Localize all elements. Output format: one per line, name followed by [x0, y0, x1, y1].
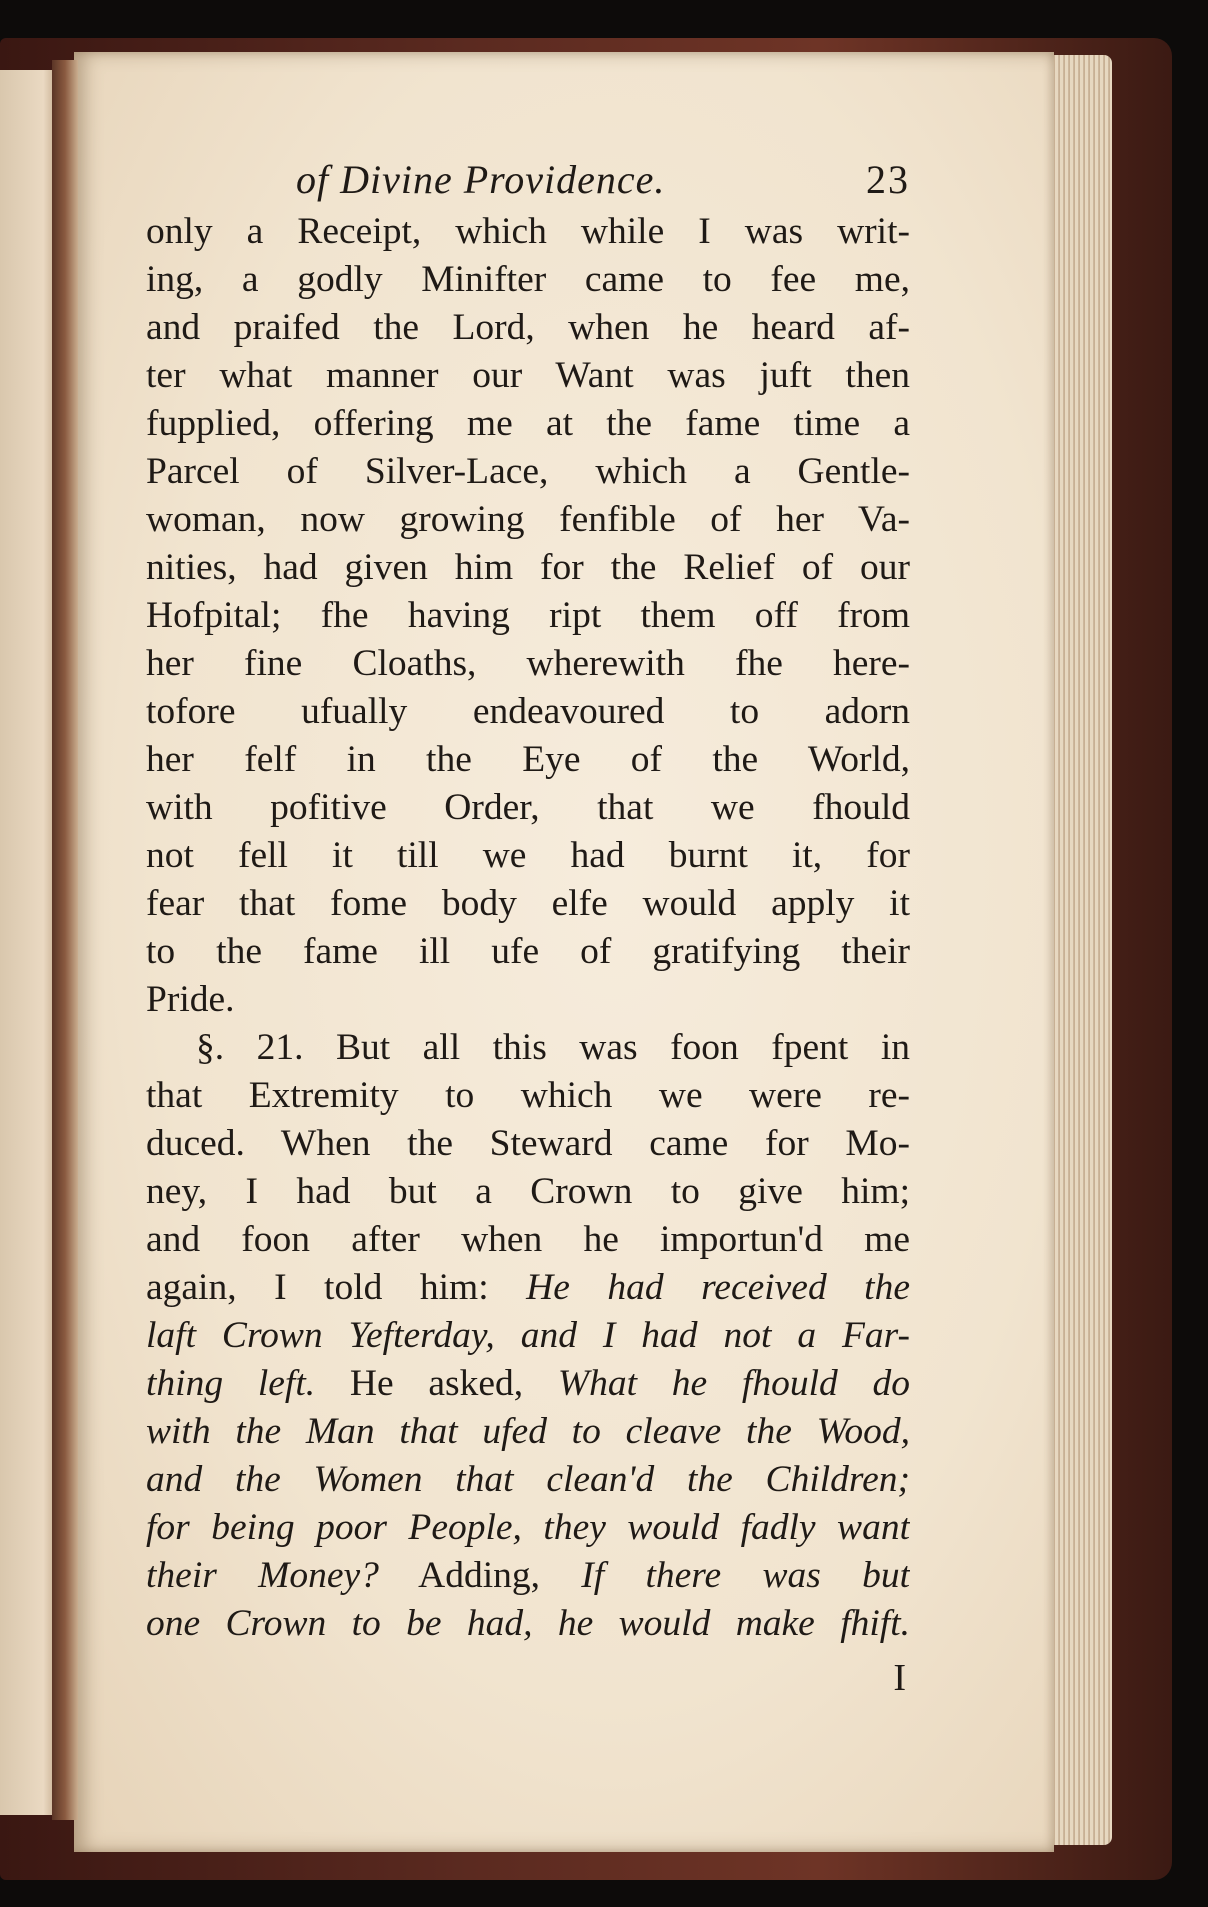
text-line: ter what manner our Want was juft then [146, 355, 910, 396]
text-italic: What he fhould do [557, 1363, 910, 1404]
page-text [146, 152, 910, 1708]
paragraph-2 [146, 1024, 910, 1648]
paragraph-1 [146, 208, 910, 1024]
book-gutter [52, 60, 78, 1820]
text-line: and the Women that clean'd the Children; [146, 1459, 910, 1500]
text-line: Parcel of Silver-Lace, which a Gentle- [146, 451, 910, 492]
text-italic: He had received the [526, 1267, 910, 1308]
text-line: laft Crown Yefterday, and I had not a Far- [146, 1315, 910, 1356]
text-line [146, 1264, 910, 1312]
text-line: with the Man that ufed to cleave the Wood, [146, 1411, 910, 1452]
page-number: 23 [866, 157, 910, 202]
text-line: Hofpital; fhe having ript them off from [146, 595, 910, 636]
text-line: and praifed the Lord, when he heard af- [146, 307, 910, 348]
text-roman: again, I told him: [146, 1267, 489, 1308]
text-line: only a Receipt, which while I was writ- [146, 211, 910, 252]
text-line: ing, a godly Minifter came to fee me, [146, 259, 910, 300]
text-roman: Adding, [418, 1555, 540, 1596]
text-line: for being poor People, they would fadly want [146, 1507, 910, 1548]
text-line: to the fame ill ufe of gratifying their [146, 931, 910, 972]
text-line: tofore ufually endeavoured to adorn [146, 691, 910, 732]
catchword: I [893, 1657, 906, 1699]
text-roman: He asked, [349, 1363, 524, 1404]
text-line [146, 1360, 910, 1408]
text-line: not fell it till we had burnt it, for [146, 835, 910, 876]
text-italic: thing left. [146, 1363, 316, 1404]
text-line: nities, had given him for the Relief of our [146, 547, 910, 588]
text-line: §. 21. But all this was foon fpent in [196, 1027, 910, 1068]
text-line: fupplied, offering me at the fame time a [146, 403, 910, 444]
text-italic: If there was but [581, 1555, 910, 1596]
page-edges [1050, 55, 1112, 1845]
text-line: her fine Cloaths, wherewith fhe here- [146, 643, 910, 684]
page-header [146, 152, 910, 208]
text-line: and foon after when he importun'd me [146, 1219, 910, 1260]
text-italic: their Money? [146, 1555, 379, 1596]
text-line: Pride. [146, 979, 235, 1020]
running-head: of Divine Providence. [296, 157, 666, 202]
text-line: that Extremity to which we were re- [146, 1075, 910, 1116]
text-line: fear that fome body elfe would apply it [146, 883, 910, 924]
text-line: duced. When the Steward came for Mo- [146, 1123, 910, 1164]
text-line: one Crown to be had, he would make fhift. [146, 1603, 910, 1644]
text-line: ney, I had but a Crown to give him; [146, 1171, 910, 1212]
text-line: her felf in the Eye of the World, [146, 739, 910, 780]
text-line: woman, now growing fenfible of her Va- [146, 499, 910, 540]
text-line [146, 1552, 910, 1600]
text-line: with pofitive Order, that we fhould [146, 787, 910, 828]
